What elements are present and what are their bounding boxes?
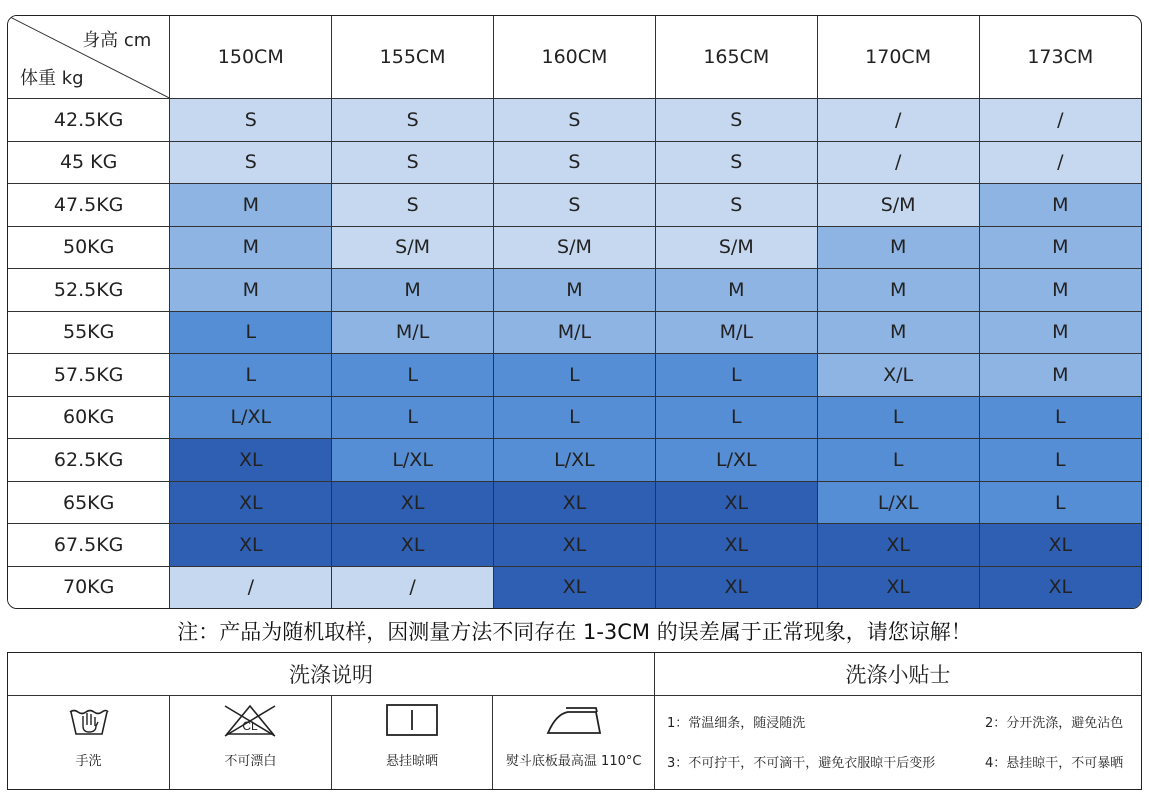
size-cell: L (979, 396, 1141, 439)
size-cell: L (655, 396, 817, 439)
size-cell: M/L (332, 311, 494, 354)
height-header-row (8, 16, 1141, 99)
care-tips-title: 洗涤小贴士 (655, 653, 1142, 696)
height-header: 170CM (817, 16, 979, 99)
size-cell: L (655, 354, 817, 397)
size-cell: L (494, 396, 656, 439)
care-symbol-label: 手洗 (75, 754, 102, 769)
size-row (8, 184, 1141, 227)
size-cell: L (332, 396, 494, 439)
weight-axis-label: 体重 kg (20, 68, 84, 89)
height-header: 155CM (332, 16, 494, 99)
size-cell: / (817, 99, 979, 142)
height-header: 173CM (979, 16, 1141, 99)
weight-label: 70KG (8, 566, 170, 608)
size-cell: S/M (817, 184, 979, 227)
height-header: 150CM (170, 16, 332, 99)
size-row (8, 311, 1141, 354)
size-cell: M (979, 184, 1141, 227)
size-cell: S (332, 141, 494, 184)
size-cell: S (494, 184, 656, 227)
care-tip: 1：常温细条，随浸随洗 (667, 716, 806, 731)
weight-label: 42.5KG (8, 99, 170, 142)
height-axis-label: 身高 cm (82, 30, 152, 51)
care-symbol-label: 悬挂晾晒 (386, 754, 439, 769)
size-cell: L/XL (494, 439, 656, 482)
size-cell: S (332, 99, 494, 142)
no-bleach-icon (219, 702, 281, 738)
size-cell: S/M (494, 226, 656, 269)
size-cell: L/XL (332, 439, 494, 482)
size-cell: XL (170, 524, 332, 567)
line-dry-icon (384, 702, 440, 738)
size-cell: XL (979, 566, 1141, 608)
size-cell: XL (170, 439, 332, 482)
weight-label: 50KG (8, 226, 170, 269)
size-cell: / (170, 566, 332, 608)
iron-icon (544, 702, 604, 738)
weight-label: 67.5KG (8, 524, 170, 567)
size-cell: XL (979, 524, 1141, 567)
size-row (8, 439, 1141, 482)
size-cell: M (979, 226, 1141, 269)
size-cell: M (979, 354, 1141, 397)
care-symbol-iron (493, 696, 655, 790)
corner-cell (8, 16, 170, 99)
care-tips (655, 696, 1142, 790)
measurement-note: 注：产品为随机取样，因测量方法不同存在 1-3CM 的误差属于正常现象，请您谅解！ (177, 620, 972, 644)
size-cell: S (170, 141, 332, 184)
size-cell: L (817, 396, 979, 439)
size-cell: M (170, 269, 332, 312)
size-row (8, 354, 1141, 397)
care-symbol-label: 熨斗底板最高温 110°C (505, 754, 642, 769)
size-cell: S (655, 184, 817, 227)
size-cell: S/M (655, 226, 817, 269)
size-cell: S (332, 184, 494, 227)
size-cell: / (817, 141, 979, 184)
size-cell: L (170, 311, 332, 354)
size-cell: L (979, 439, 1141, 482)
care-symbol-hand-wash (8, 696, 170, 790)
size-row (8, 524, 1141, 567)
size-cell: L (494, 354, 656, 397)
size-cell: / (979, 141, 1141, 184)
size-cell: L (170, 354, 332, 397)
weight-label: 57.5KG (8, 354, 170, 397)
care-symbol-label: 不可漂白 (224, 754, 277, 769)
size-cell: / (979, 99, 1141, 142)
size-row (8, 396, 1141, 439)
size-cell: XL (494, 524, 656, 567)
care-symbol-no-bleach (170, 696, 332, 790)
size-cell: XL (817, 524, 979, 567)
weight-label: 65KG (8, 481, 170, 524)
size-cell: S (655, 141, 817, 184)
size-chart (7, 15, 1142, 609)
size-row (8, 141, 1141, 184)
care-tip: 2：分开洗涤，避免沾色 (985, 716, 1124, 731)
size-cell: S/M (332, 226, 494, 269)
size-cell: L/XL (170, 396, 332, 439)
weight-label: 62.5KG (8, 439, 170, 482)
hand-wash-icon (66, 702, 112, 738)
weight-label: 60KG (8, 396, 170, 439)
size-cell: S (170, 99, 332, 142)
size-cell: XL (655, 481, 817, 524)
size-cell: XL (655, 524, 817, 567)
care-tip: 4：悬挂晾干，不可暴晒 (985, 756, 1124, 771)
size-cell: M/L (494, 311, 656, 354)
care-instructions-title: 洗涤说明 (8, 653, 655, 696)
weight-label: 45 KG (8, 141, 170, 184)
size-cell: XL (494, 566, 656, 608)
weight-label: 52.5KG (8, 269, 170, 312)
care-table (8, 653, 1141, 789)
height-header: 165CM (655, 16, 817, 99)
size-cell: M (332, 269, 494, 312)
size-cell: S (494, 99, 656, 142)
care-tip: 3：不可拧干，不可滴干，避免衣服晾干后变形 (667, 756, 936, 771)
size-cell: XL (494, 481, 656, 524)
size-cell: S (655, 99, 817, 142)
size-cell: M/L (655, 311, 817, 354)
size-cell: XL (170, 481, 332, 524)
size-cell: L (332, 354, 494, 397)
svg-text:CL: CL (242, 719, 259, 733)
size-cell: L/XL (655, 439, 817, 482)
size-cell: M (494, 269, 656, 312)
size-cell: X/L (817, 354, 979, 397)
size-row (8, 566, 1141, 608)
size-row (8, 481, 1141, 524)
size-cell: M (817, 269, 979, 312)
size-cell: M (170, 226, 332, 269)
size-cell: XL (655, 566, 817, 608)
size-cell: XL (332, 481, 494, 524)
size-cell: XL (817, 566, 979, 608)
height-header: 160CM (494, 16, 656, 99)
size-cell: M (655, 269, 817, 312)
size-cell: L (979, 481, 1141, 524)
size-cell: M (170, 184, 332, 227)
size-row (8, 99, 1141, 142)
size-cell: L (817, 439, 979, 482)
size-row (8, 269, 1141, 312)
size-cell: M (979, 311, 1141, 354)
size-cell: L/XL (817, 481, 979, 524)
size-cell: M (817, 226, 979, 269)
size-cell: M (817, 311, 979, 354)
size-cell: S (494, 141, 656, 184)
weight-label: 55KG (8, 311, 170, 354)
size-row (8, 226, 1141, 269)
care-section (7, 652, 1142, 790)
size-chart-table (8, 16, 1141, 608)
size-cell: XL (332, 524, 494, 567)
care-symbol-line-dry (331, 696, 493, 790)
size-cell: M (979, 269, 1141, 312)
size-cell: / (332, 566, 494, 608)
weight-label: 47.5KG (8, 184, 170, 227)
